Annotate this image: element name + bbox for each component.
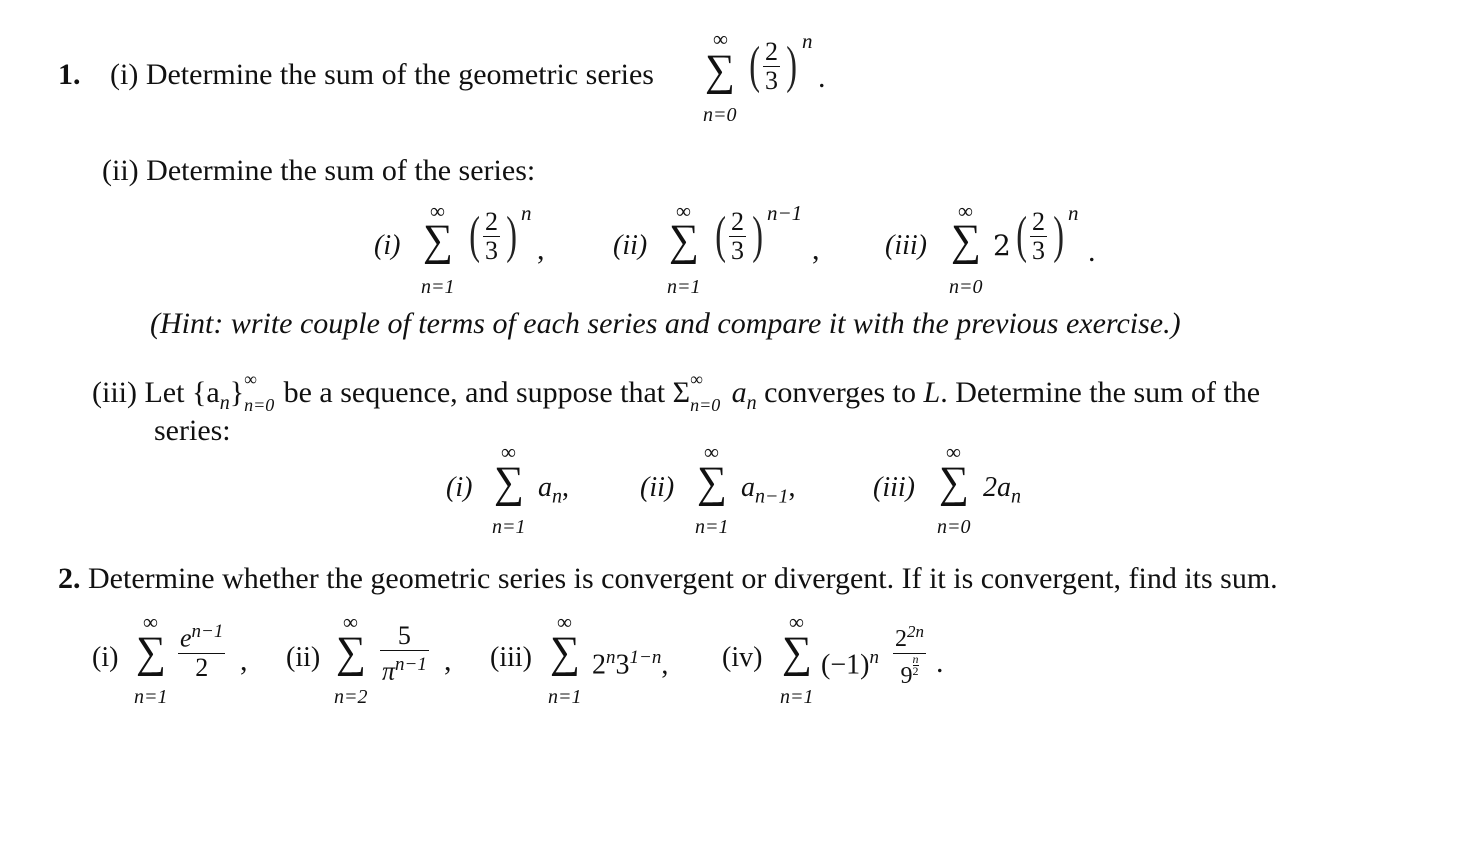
text-segment: converges to xyxy=(756,376,924,409)
term-prefix-base: (−1) xyxy=(821,649,870,681)
sigma-symbol: ∑ xyxy=(494,458,524,508)
left-paren: ( xyxy=(1016,207,1028,264)
right-paren: ) xyxy=(786,37,798,94)
series-label: (iv) xyxy=(722,642,763,673)
den-exponent-numerator: n xyxy=(912,652,919,666)
left-paren: ( xyxy=(749,37,761,94)
term-subscript: n xyxy=(552,485,562,508)
exponent: n xyxy=(802,29,813,53)
series-label: (i) xyxy=(446,472,473,503)
series-term xyxy=(538,472,569,513)
fraction xyxy=(729,208,746,265)
sum-upper-limit: ∞ xyxy=(704,440,719,464)
denominator: 3 xyxy=(1032,236,1045,265)
problem-1-part-ii-text: (ii) Determine the sum of the series: xyxy=(102,154,536,187)
series-label: (ii) xyxy=(613,230,648,261)
numerator-base: 2 xyxy=(895,626,907,652)
term-exponent-1: n xyxy=(606,647,616,668)
sum-upper-limit: ∞ xyxy=(789,610,804,634)
numerator: 2 xyxy=(731,207,744,236)
sum-lower-limit: n=0 xyxy=(937,516,971,538)
numerator: 2 xyxy=(485,207,498,236)
sum-upper-limit: ∞ xyxy=(430,199,445,223)
series-label: (iii) xyxy=(885,230,927,261)
superscript: ∞ xyxy=(244,369,257,389)
denominator xyxy=(380,651,429,686)
subscript: n=0 xyxy=(690,395,721,415)
sigma-symbol: ∑ xyxy=(697,458,727,508)
text-segment: L xyxy=(923,376,941,409)
exponent: n xyxy=(521,201,532,225)
exponent: n xyxy=(1068,201,1079,225)
problem-1-part-iii-text xyxy=(92,369,1261,421)
end-punct: , xyxy=(661,649,669,681)
denominator: 3 xyxy=(485,236,498,265)
right-paren: ) xyxy=(506,207,518,264)
problem-1-part-i-text: (i) Determine the sum of the geometric series xyxy=(110,58,654,91)
series-term xyxy=(983,472,1021,513)
text-segment: . Determine the sum of the xyxy=(940,376,1261,409)
numerator-exponent: 2n xyxy=(907,622,924,641)
sigma-symbol: ∑ xyxy=(550,628,580,678)
sum-lower-limit: n=1 xyxy=(548,686,582,708)
text-segment: (iii) Let {a xyxy=(92,376,220,409)
sum-lower-limit: n=1 xyxy=(492,516,526,538)
term-subscript: n−1 xyxy=(755,485,789,508)
sigma-symbol: ∑ xyxy=(782,628,812,678)
sigma-symbol: ∑ xyxy=(336,628,366,678)
sum-upper-limit: ∞ xyxy=(557,610,572,634)
subscript: n=0 xyxy=(244,395,275,415)
term-base-2: 3 xyxy=(615,649,630,681)
denominator: 3 xyxy=(731,236,744,265)
term-prefix-exponent: n xyxy=(869,647,879,668)
right-paren: ) xyxy=(1053,207,1065,264)
term-base: 2a xyxy=(983,472,1011,503)
text-segment: be a sequence, and suppose that Σ xyxy=(276,376,691,409)
end-punct: , xyxy=(562,472,569,503)
end-punct: . xyxy=(818,61,826,94)
exponent: n−1 xyxy=(767,201,803,225)
end-punct: , xyxy=(788,472,796,503)
sum-lower-limit: n=0 xyxy=(703,104,737,126)
series-term xyxy=(741,472,796,513)
sum-upper-limit: ∞ xyxy=(958,199,973,223)
left-paren: ( xyxy=(469,207,481,264)
sum-upper-limit: ∞ xyxy=(946,440,961,464)
sum-lower-limit: n=1 xyxy=(667,276,701,298)
denominator: 3 xyxy=(765,66,778,95)
coefficient: 2 xyxy=(993,229,1011,262)
fraction xyxy=(380,622,429,686)
hint-text: (Hint: write couple of terms of each series and compare it with the previous exercise.) xyxy=(150,307,1181,340)
sum-lower-limit: n=2 xyxy=(334,686,368,708)
sigma-symbol: ∑ xyxy=(136,628,166,678)
numerator xyxy=(893,618,926,654)
text-segment: a xyxy=(724,376,747,409)
series-label: (i) xyxy=(374,230,401,261)
series-label: (iii) xyxy=(873,472,915,503)
denominator-exponent: n−1 xyxy=(395,654,427,675)
problem-2-text xyxy=(58,561,1278,597)
end-punct: , xyxy=(240,644,248,677)
numerator xyxy=(178,618,225,654)
fraction xyxy=(893,618,926,690)
sum-upper-limit: ∞ xyxy=(676,199,691,223)
denominator-base: π xyxy=(382,656,396,686)
problem-1-part-iii-line2: series: xyxy=(154,414,231,447)
end-punct: . xyxy=(1088,235,1096,268)
problem-2-number: 2. xyxy=(58,562,81,595)
sigma-symbol: ∑ xyxy=(669,216,699,266)
sum-lower-limit: n=0 xyxy=(949,276,983,298)
sum-lower-limit: n=1 xyxy=(134,686,168,708)
term-base: a xyxy=(538,472,552,503)
subscript: n xyxy=(746,392,757,414)
numerator: 2 xyxy=(1032,207,1045,236)
series-label: (iii) xyxy=(490,642,532,673)
numerator-base: e xyxy=(180,623,192,653)
sigma-symbol: ∑ xyxy=(951,216,981,266)
problem-2-statement: Determine whether the geometric series is convergent or divergent. If it is convergent, find its sum. xyxy=(80,562,1278,595)
sum-lower-limit: n=1 xyxy=(421,276,455,298)
series-label: (ii) xyxy=(286,642,321,673)
sigma-symbol: ∑ xyxy=(939,458,969,508)
right-paren: ) xyxy=(752,207,764,264)
end-punct: , xyxy=(812,233,820,266)
denominator xyxy=(893,654,926,690)
fraction xyxy=(483,208,500,265)
sum-upper-limit: ∞ xyxy=(713,27,728,51)
sum-upper-limit: ∞ xyxy=(501,440,516,464)
series-term xyxy=(592,642,668,681)
problem-1-number: 1. xyxy=(58,58,81,91)
term-base-1: 2 xyxy=(592,649,606,681)
end-punct: , xyxy=(444,644,452,677)
text-segment: } xyxy=(229,376,245,409)
numerator: 2 xyxy=(765,37,778,66)
left-paren: ( xyxy=(715,207,727,264)
sum-upper-limit: ∞ xyxy=(343,610,358,634)
denominator-base: 9 xyxy=(900,663,913,689)
series-label: (i) xyxy=(92,642,119,673)
end-punct: , xyxy=(537,233,545,266)
term-subscript: n xyxy=(1011,485,1021,508)
sigma-symbol: ∑ xyxy=(705,46,735,96)
fraction xyxy=(763,38,780,95)
sum-lower-limit: n=1 xyxy=(695,516,729,538)
term-base: a xyxy=(741,472,755,503)
numerator-exponent: n−1 xyxy=(191,621,224,642)
subscript: n xyxy=(219,392,230,414)
fraction xyxy=(1030,208,1047,265)
fraction xyxy=(178,618,225,682)
end-punct: . xyxy=(936,646,944,679)
sigma-symbol: ∑ xyxy=(423,216,453,266)
sum-upper-limit: ∞ xyxy=(143,610,158,634)
denominator: 2 xyxy=(195,652,209,682)
sum-lower-limit: n=1 xyxy=(780,686,814,708)
term-prefix xyxy=(821,642,879,681)
den-exponent-denominator: 2 xyxy=(912,664,919,678)
series-label: (ii) xyxy=(640,472,675,503)
superscript: ∞ xyxy=(690,369,703,389)
numerator: 5 xyxy=(380,622,429,651)
term-exponent-2: 1−n xyxy=(629,647,662,668)
